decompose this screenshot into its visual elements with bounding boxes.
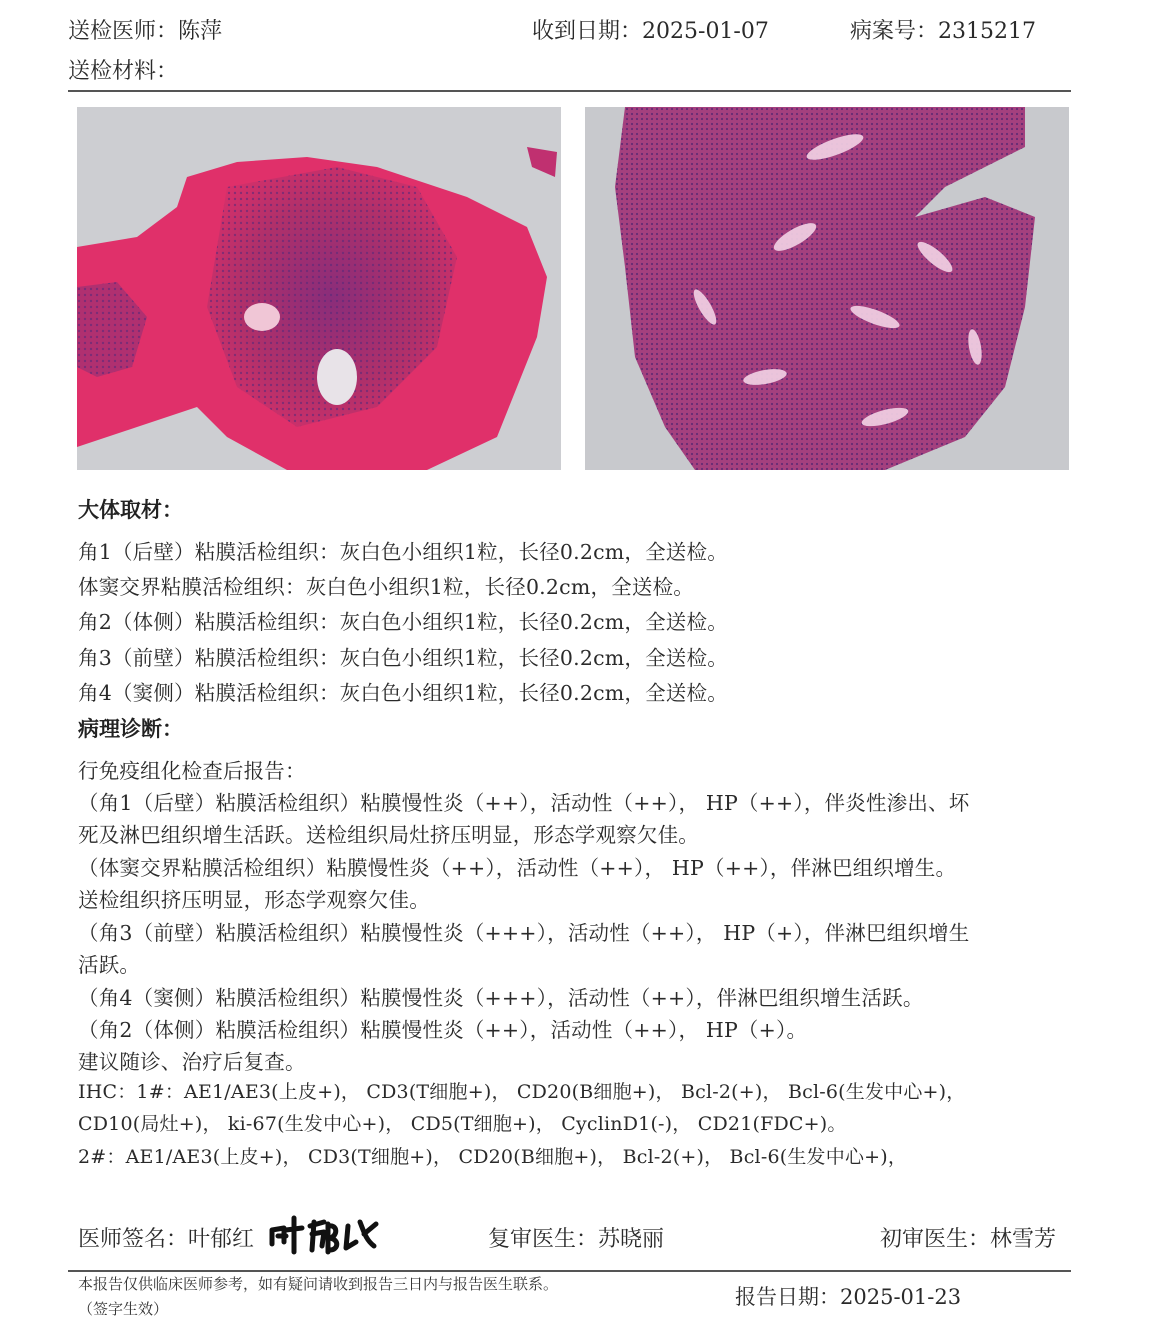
diagnosis-title: 病理诊断： bbox=[78, 716, 183, 741]
submitting-doctor-label: 送检医师： bbox=[68, 19, 179, 44]
gross-line: 体窦交界粘膜活检组织：灰白色小组织1粒，长径0.2cm，全送检。 bbox=[78, 575, 694, 599]
diagnosis-line: （角2（体侧）粘膜活检组织）粘膜慢性炎（++），活动性（++）， HP（+）。 bbox=[78, 1018, 808, 1042]
handwritten-signature bbox=[268, 1212, 380, 1258]
gross-line: 角1（后壁）粘膜活检组织：灰白色小组织1粒，长径0.2cm，全送检。 bbox=[78, 540, 728, 564]
gross-line: 角2（体侧）粘膜活检组织：灰白色小组织1粒，长径0.2cm，全送检。 bbox=[78, 610, 728, 634]
micrograph-2 bbox=[585, 107, 1069, 470]
micrograph-1-image bbox=[77, 107, 561, 470]
micrograph-2-image bbox=[585, 107, 1069, 470]
diagnosis-line: （角1（后壁）粘膜活检组织）粘膜慢性炎（++），活动性（++）， HP（++），伴炎性渗出、坏 bbox=[78, 791, 970, 815]
gross-title: 大体取材： bbox=[78, 497, 183, 522]
report-date-label: 报告日期： bbox=[735, 1285, 840, 1309]
header-divider bbox=[68, 90, 1071, 92]
ihc-line: CD10(局灶+)， ki-67(生发中心+)， CD5(T细胞+)， CyclinD1(-)， CD21(FDC+)。 bbox=[78, 1113, 847, 1135]
case-number-label: 病案号： bbox=[850, 19, 939, 44]
signature-effective-note: （签字生效） bbox=[78, 1300, 169, 1318]
first-reviewer-label: 初审医生： bbox=[880, 1227, 991, 1252]
first-reviewer-name: 林雪芳 bbox=[990, 1227, 1057, 1252]
diagnosis-line: （角4（窦侧）粘膜活检组织）粘膜慢性炎（+++），活动性（++），伴淋巴组织增生活跃。 bbox=[78, 986, 924, 1010]
report-date bbox=[735, 1281, 961, 1311]
micrograph-1 bbox=[77, 107, 561, 470]
diagnosis-line: 死及淋巴组织增生活跃。送检组织局灶挤压明显，形态学观察欠佳。 bbox=[78, 823, 699, 847]
ihc-line: 2#：AE1/AE3(上皮+)， CD3(T细胞+)， CD20(B细胞+)， Bcl-2(+)， Bcl-6(生发中心+)， bbox=[78, 1146, 908, 1168]
submitting-doctor-value: 陈萍 bbox=[178, 19, 223, 44]
diagnosis-line: 活跃。 bbox=[78, 953, 141, 977]
diagnosis-line: （角3（前壁）粘膜活检组织）粘膜慢性炎（+++），活动性（++）， HP（+），伴淋巴组织增生 bbox=[78, 921, 970, 945]
diagnosis-line: 行免疫组化检查后报告： bbox=[78, 759, 306, 783]
diagnosis-line: 建议随诊、治疗后复查。 bbox=[78, 1050, 306, 1074]
case-number-value: 2315217 bbox=[938, 19, 1036, 44]
doctor-signature-label: 医师签名： bbox=[78, 1227, 189, 1252]
gross-line: 角4（窦侧）粘膜活检组织：灰白色小组织1粒，长径0.2cm，全送检。 bbox=[78, 681, 728, 705]
reviewer-row bbox=[488, 1222, 664, 1253]
first-reviewer-row bbox=[880, 1222, 1056, 1253]
received-date-label: 收到日期： bbox=[532, 19, 643, 44]
reviewer-label: 复审医生： bbox=[488, 1227, 599, 1252]
reviewer-name: 苏晓丽 bbox=[598, 1227, 665, 1252]
received-date bbox=[532, 14, 769, 45]
gross-line: 角3（前壁）粘膜活检组织：灰白色小组织1粒，长径0.2cm，全送检。 bbox=[78, 646, 728, 670]
diagnosis-line: （体窦交界粘膜活检组织）粘膜慢性炎（++），活动性（++）， HP（++），伴淋巴组织增生。 bbox=[78, 856, 957, 880]
received-date-value: 2025-01-07 bbox=[642, 19, 769, 44]
ihc-line: IHC：1#：AE1/AE3(上皮+)， CD3(T细胞+)， CD20(B细胞+)， Bcl-2(+)， Bcl-6(生发中心+)， bbox=[78, 1081, 966, 1103]
diagnosis-line: 送检组织挤压明显，形态学观察欠佳。 bbox=[78, 888, 430, 912]
submitting-doctor bbox=[68, 14, 222, 45]
submitted-material-label: 送检材料： bbox=[68, 59, 179, 84]
footer-divider bbox=[68, 1270, 1071, 1272]
doctor-signature-row bbox=[78, 1222, 254, 1253]
case-number bbox=[850, 14, 1036, 45]
report-date-value: 2025-01-23 bbox=[840, 1285, 962, 1309]
doctor-signature-name: 叶郁红 bbox=[188, 1227, 255, 1252]
disclaimer-text: 本报告仅供临床医师参考，如有疑问请收到报告三日内与报告医生联系。 bbox=[78, 1275, 559, 1293]
submitted-material bbox=[68, 54, 178, 85]
